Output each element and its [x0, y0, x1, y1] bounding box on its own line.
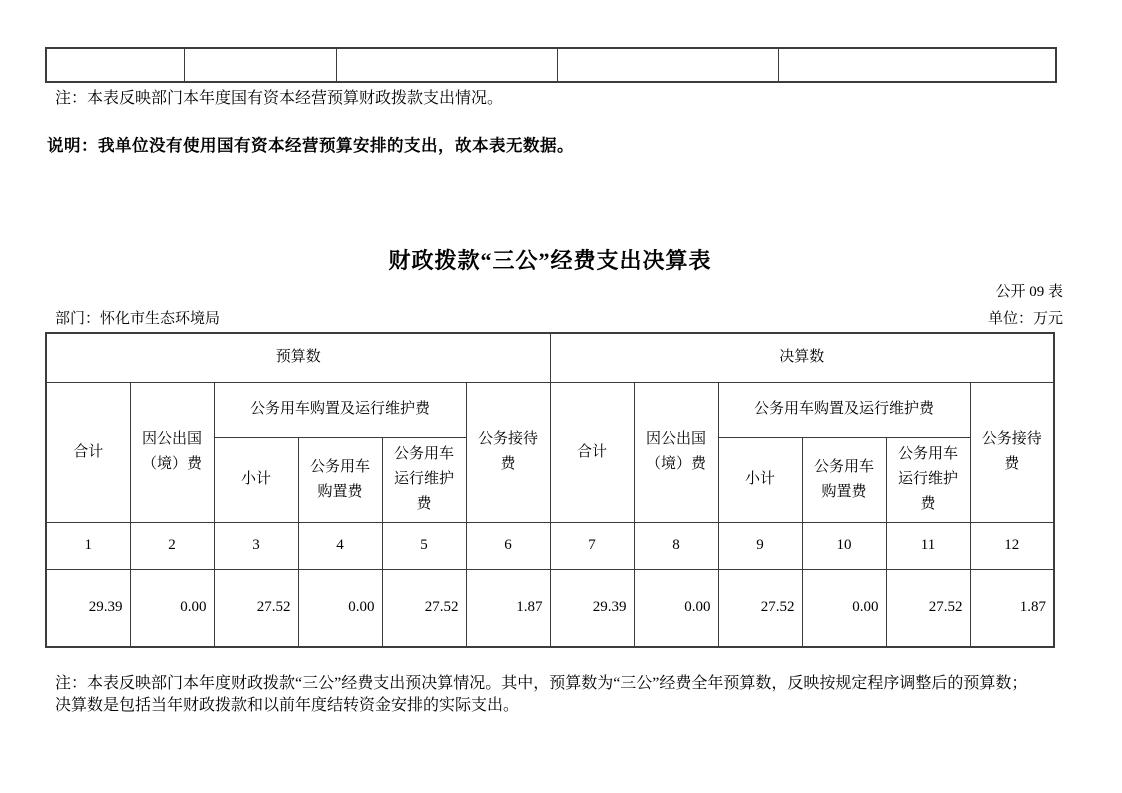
empty-cell: [336, 48, 557, 82]
budget-abroad-header: 因公出国（境）费: [130, 382, 214, 522]
form-code-label: 公开 09 表: [995, 284, 1063, 300]
final-vehicle-maintenance-header: 公务用车运行维护费: [886, 437, 970, 522]
budget-vehicle-maintenance-header: 公务用车运行维护费: [382, 437, 466, 522]
value-cell: 29.39: [550, 569, 634, 647]
budget-vehicle-group-header: 公务用车购置及运行维护费: [214, 382, 466, 437]
column-number-cell: 2: [130, 522, 214, 569]
column-number-cell: 6: [466, 522, 550, 569]
column-number-row: [46, 522, 1054, 569]
budget-group-header: 预算数: [46, 333, 550, 382]
column-number-cell: 10: [802, 522, 886, 569]
previous-section-empty-table: [45, 47, 1057, 83]
column-number-cell: 4: [298, 522, 382, 569]
value-cell: 27.52: [886, 569, 970, 647]
final-vehicle-group-header: 公务用车购置及运行维护费: [718, 382, 970, 437]
unit-label: 单位：万元: [987, 311, 1063, 327]
page-title: 财政拨款“三公”经费支出决算表: [388, 248, 712, 273]
header-row-upper: [46, 382, 1054, 437]
empty-cell: [184, 48, 336, 82]
previous-table-note: 注：本表反映部门本年度国有资本经营预算财政拨款支出情况。: [55, 90, 504, 107]
final-vehicle-purchase-header: 公务用车购置费: [802, 437, 886, 522]
column-number-cell: 1: [46, 522, 130, 569]
value-cell: 0.00: [802, 569, 886, 647]
column-number-cell: 9: [718, 522, 802, 569]
group-header-row: [46, 333, 1054, 382]
empty-cell: [46, 48, 184, 82]
column-number-cell: 5: [382, 522, 466, 569]
three-public-expenses-table: [45, 332, 1055, 648]
budget-total-header: 合计: [46, 382, 130, 522]
value-cell: 0.00: [130, 569, 214, 647]
table-footnote: [55, 673, 1027, 717]
budget-reception-header: 公务接待费: [466, 382, 550, 522]
value-cell: 27.52: [382, 569, 466, 647]
value-cell: 29.39: [46, 569, 130, 647]
final-group-header: 决算数: [550, 333, 1054, 382]
final-vehicle-subtotal-header: 小计: [718, 437, 802, 522]
value-cell: 0.00: [298, 569, 382, 647]
empty-cell: [557, 48, 778, 82]
footnote-line-2: 决算数是包括当年财政拨款和以前年度结转资金安排的实际支出。: [55, 697, 520, 714]
budget-vehicle-subtotal-header: 小计: [214, 437, 298, 522]
final-total-header: 合计: [550, 382, 634, 522]
no-data-statement: 说明：我单位没有使用国有资本经营预算安排的支出，故本表无数据。: [47, 136, 574, 155]
column-number-cell: 3: [214, 522, 298, 569]
budget-vehicle-purchase-header: 公务用车购置费: [298, 437, 382, 522]
empty-cell: [778, 48, 1056, 82]
final-reception-header: 公务接待费: [970, 382, 1054, 522]
value-cell: 27.52: [214, 569, 298, 647]
value-cell: 27.52: [718, 569, 802, 647]
table-row: [46, 48, 1056, 82]
value-cell: 0.00: [634, 569, 718, 647]
column-number-cell: 8: [634, 522, 718, 569]
department-label: 部门：怀化市生态环境局: [55, 311, 221, 327]
column-number-cell: 11: [886, 522, 970, 569]
column-number-cell: 7: [550, 522, 634, 569]
column-number-cell: 12: [970, 522, 1054, 569]
footnote-line-1: 注：本表反映部门本年度财政拨款“三公”经费支出预决算情况。其中，预算数为“三公”经费全年预算数，反映按规定程序调整后的预算数；: [55, 675, 1028, 692]
final-abroad-header: 因公出国（境）费: [634, 382, 718, 522]
data-row: [46, 569, 1054, 647]
value-cell: 1.87: [970, 569, 1054, 647]
value-cell: 1.87: [466, 569, 550, 647]
